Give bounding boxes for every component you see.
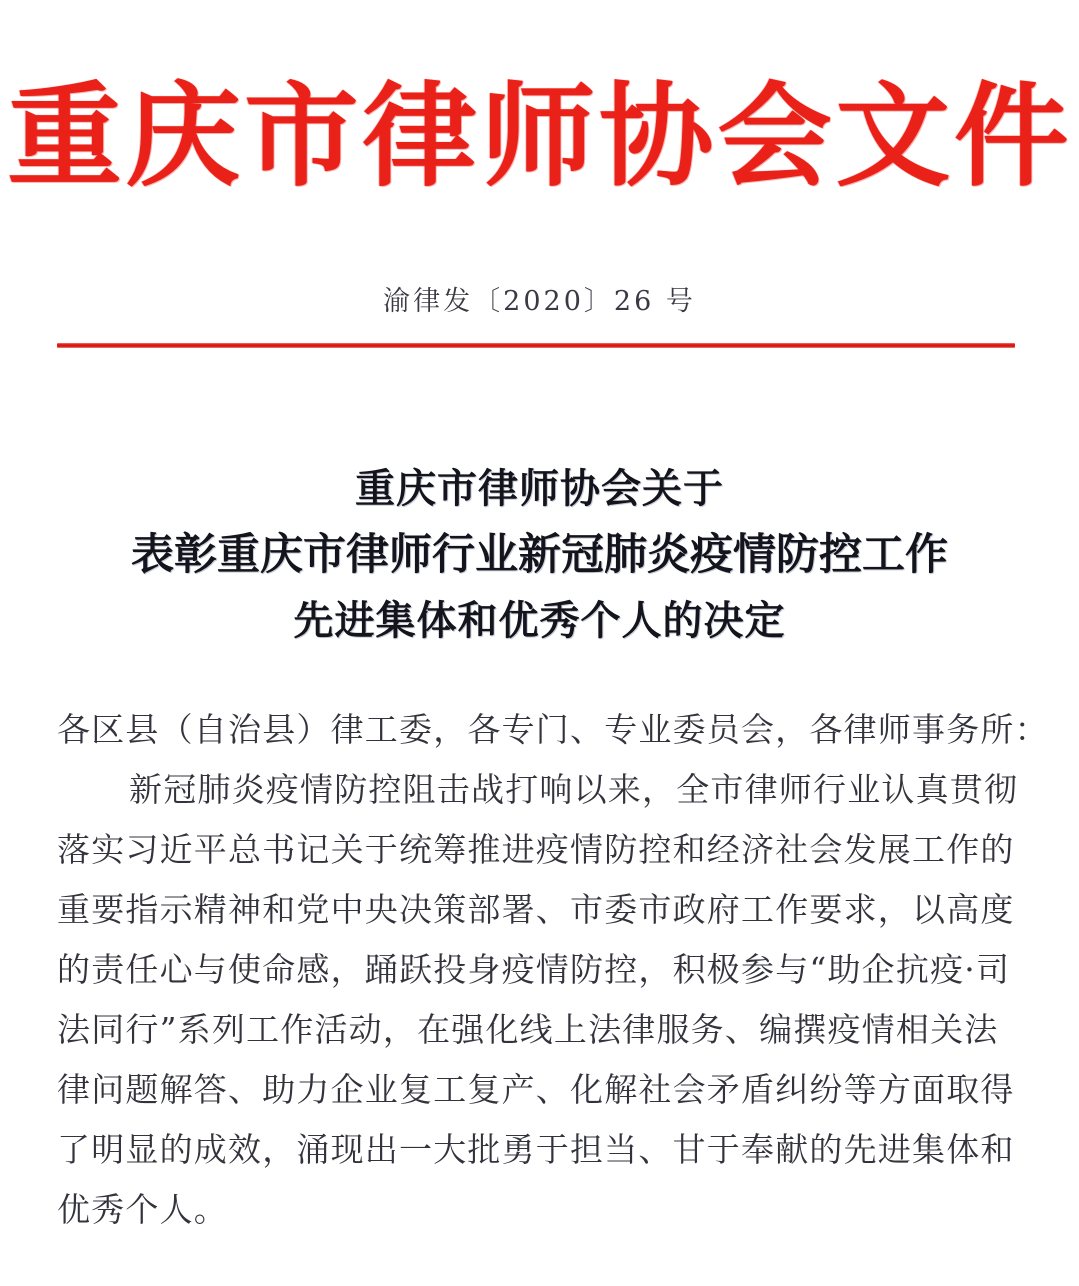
letterhead-masthead: [0, 62, 1079, 212]
body-line: 的责任心与使命感，踊跃投身疫情防控，积极参与“助企抗疫·司: [57, 950, 1011, 989]
document-number-row: [0, 286, 1079, 318]
document-number: 渝律发〔2020〕26 号: [383, 286, 696, 317]
body-line: 了明显的成效，涌现出一大批勇于担当、甘于奉献的先进集体和: [57, 1130, 1015, 1169]
body-line: 优秀个人。: [57, 1190, 228, 1229]
document-body: [57, 700, 1049, 1240]
document-title-line-1: 重庆市律师协会关于: [355, 465, 724, 512]
body-line: 法同行”系列工作活动，在强化线上法律服务、编撰疫情相关法: [57, 1010, 999, 1049]
masthead-title: 重庆市律师协会文件: [7, 71, 1072, 202]
body-line: 重要指示精神和党中央决策部署、市委市政府工作要求，以高度: [57, 890, 1015, 929]
body-salutation: 各区县（自治县）律工委，各专门、专业委员会，各律师事务所：: [57, 710, 1049, 749]
body-line: 新冠肺炎疫情防控阻击战打响以来，全市律师行业认真贯彻: [129, 770, 1019, 809]
document-title: [60, 456, 1019, 654]
body-line: 律问题解答、助力企业复工复产、化解社会矛盾纠纷等方面取得: [57, 1070, 1015, 1109]
body-line: 落实习近平总书记关于统筹推进疫情防控和经济社会发展工作的: [57, 830, 1015, 869]
red-separator-rule: [57, 343, 1015, 348]
document-title-line-3: 先进集体和优秀个人的决定: [293, 597, 786, 644]
document-title-line-2: 表彰重庆市律师行业新冠肺炎疫情防控工作: [131, 530, 948, 580]
